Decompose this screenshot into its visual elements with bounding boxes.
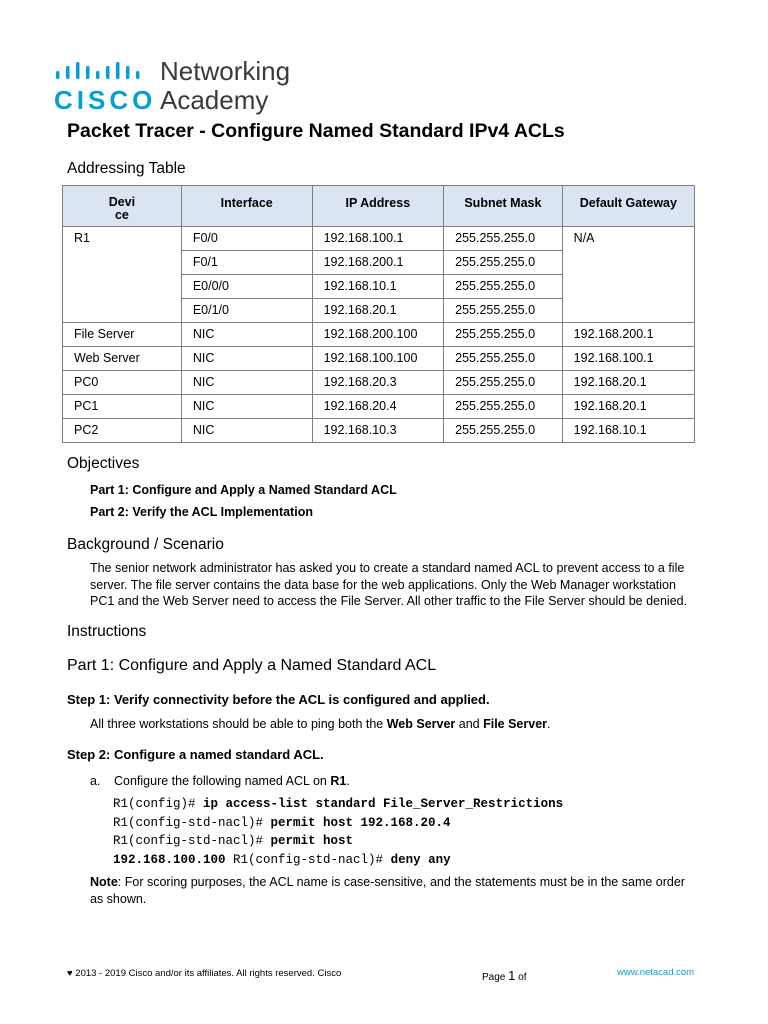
cell-ip: 192.168.10.3 bbox=[312, 419, 444, 443]
cell-interface: NIC bbox=[181, 419, 312, 443]
table-header-row bbox=[63, 186, 695, 227]
column-header-ip-address: IP Address bbox=[312, 186, 444, 227]
cell-interface: F0/0 bbox=[181, 227, 312, 251]
cell-device: PC0 bbox=[63, 371, 182, 395]
cell-interface: NIC bbox=[181, 395, 312, 419]
cell-device: R1 bbox=[63, 227, 182, 323]
cell-ip: 192.168.10.1 bbox=[312, 275, 444, 299]
table-row bbox=[63, 395, 695, 419]
cell-device: Web Server bbox=[63, 347, 182, 371]
background-paragraph: The senior network administrator has asked you to create a standard named ACL to prevent access to a file server. The file server contains the data base for the web applications. Only the Web Manager workstation PC1 and the Web Server need to access the File Server. All other traffic to the File Server should be denied. bbox=[90, 561, 688, 608]
cell-interface: E0/1/0 bbox=[181, 299, 312, 323]
footer-website-link[interactable]: www.netacad.com bbox=[617, 967, 695, 978]
acl-config-code: R1(config)# ip access-list standard File_Server_Restrictions R1(config-std-nacl)# permit host 192.168.20.4 R1(config-std-nacl)# permit host 192.168.100.100 R1(config-std-nacl)# deny any bbox=[113, 797, 564, 867]
table-row bbox=[63, 371, 695, 395]
cell-interface: NIC bbox=[181, 347, 312, 371]
cell-gateway: 192.168.20.1 bbox=[562, 395, 694, 419]
logo-networking-text: Networking bbox=[160, 56, 291, 86]
cell-interface: F0/1 bbox=[181, 251, 312, 275]
cell-gateway: 192.168.200.1 bbox=[562, 323, 694, 347]
column-header-default-gateway: Default Gateway bbox=[562, 186, 694, 227]
cell-interface: E0/0/0 bbox=[181, 275, 312, 299]
addressing-table-heading: Addressing Table bbox=[67, 160, 186, 177]
cell-mask: 255.255.255.0 bbox=[444, 299, 563, 323]
cell-ip: 192.168.100.100 bbox=[312, 347, 444, 371]
column-header-subnet-mask: Subnet Mask bbox=[444, 186, 563, 227]
cell-ip: 192.168.20.3 bbox=[312, 371, 444, 395]
cell-ip: 192.168.200.100 bbox=[312, 323, 444, 347]
cell-ip: 192.168.20.1 bbox=[312, 299, 444, 323]
cell-mask: 255.255.255.0 bbox=[444, 395, 563, 419]
cell-ip: 192.168.20.4 bbox=[312, 395, 444, 419]
table-row bbox=[63, 347, 695, 371]
addressing-table bbox=[62, 185, 695, 443]
objective-part1: Part 1: Configure and Apply a Named Standard ACL bbox=[90, 483, 397, 497]
footer-copyright: ♥ 2013 - 2019 Cisco and/or its affiliates. All rights reserved. Cisco bbox=[67, 968, 342, 979]
part1-heading: Part 1: Configure and Apply a Named Standard ACL bbox=[67, 657, 437, 674]
cisco-wordmark: CISCO bbox=[54, 85, 157, 115]
cell-device: PC1 bbox=[63, 395, 182, 419]
cell-gateway: 192.168.100.1 bbox=[562, 347, 694, 371]
step2-item-a: a. Configure the following named ACL on R1. bbox=[90, 774, 350, 788]
cell-gateway: 192.168.10.1 bbox=[562, 419, 694, 443]
step2-heading: Step 2: Configure a named standard ACL. bbox=[67, 747, 324, 762]
instructions-heading: Instructions bbox=[67, 623, 147, 640]
column-header-interface: Interface bbox=[181, 186, 312, 227]
list-marker: a. bbox=[90, 774, 101, 788]
background-heading: Background / Scenario bbox=[67, 536, 224, 553]
column-header-device: Devi ce bbox=[63, 186, 182, 227]
table-row bbox=[63, 227, 695, 251]
cisco-bridge-icon bbox=[54, 62, 150, 84]
note-paragraph: Note: For scoring purposes, the ACL name is case-sensitive, and the statements must be in the same order as shown. bbox=[90, 875, 685, 906]
objective-part2: Part 2: Verify the ACL Implementation bbox=[90, 505, 313, 519]
cell-ip: 192.168.100.1 bbox=[312, 227, 444, 251]
cell-interface: NIC bbox=[181, 371, 312, 395]
logo-academy-text: Academy bbox=[160, 85, 269, 115]
step1-heading: Step 1: Verify connectivity before the ACL is configured and applied. bbox=[67, 692, 490, 707]
cell-gateway: N/A bbox=[562, 227, 694, 323]
objectives-heading: Objectives bbox=[67, 455, 140, 472]
document-title: Packet Tracer - Configure Named Standard IPv4 ACLs bbox=[67, 120, 565, 142]
cell-mask: 255.255.255.0 bbox=[444, 347, 563, 371]
cisco-networking-academy-logo bbox=[54, 56, 314, 118]
table-row bbox=[63, 419, 695, 443]
step1-text: All three workstations should be able to ping both the Web Server and File Server. bbox=[90, 717, 551, 731]
cell-mask: 255.255.255.0 bbox=[444, 275, 563, 299]
cell-mask: 255.255.255.0 bbox=[444, 323, 563, 347]
cell-mask: 255.255.255.0 bbox=[444, 251, 563, 275]
cell-mask: 255.255.255.0 bbox=[444, 419, 563, 443]
cell-interface: NIC bbox=[181, 323, 312, 347]
cell-device: File Server bbox=[63, 323, 182, 347]
cell-ip: 192.168.200.1 bbox=[312, 251, 444, 275]
cell-mask: 255.255.255.0 bbox=[444, 371, 563, 395]
footer-page-number: Page 1 of bbox=[482, 968, 527, 983]
cell-mask: 255.255.255.0 bbox=[444, 227, 563, 251]
cell-gateway: 192.168.20.1 bbox=[562, 371, 694, 395]
table-row bbox=[63, 323, 695, 347]
cell-device: PC2 bbox=[63, 419, 182, 443]
